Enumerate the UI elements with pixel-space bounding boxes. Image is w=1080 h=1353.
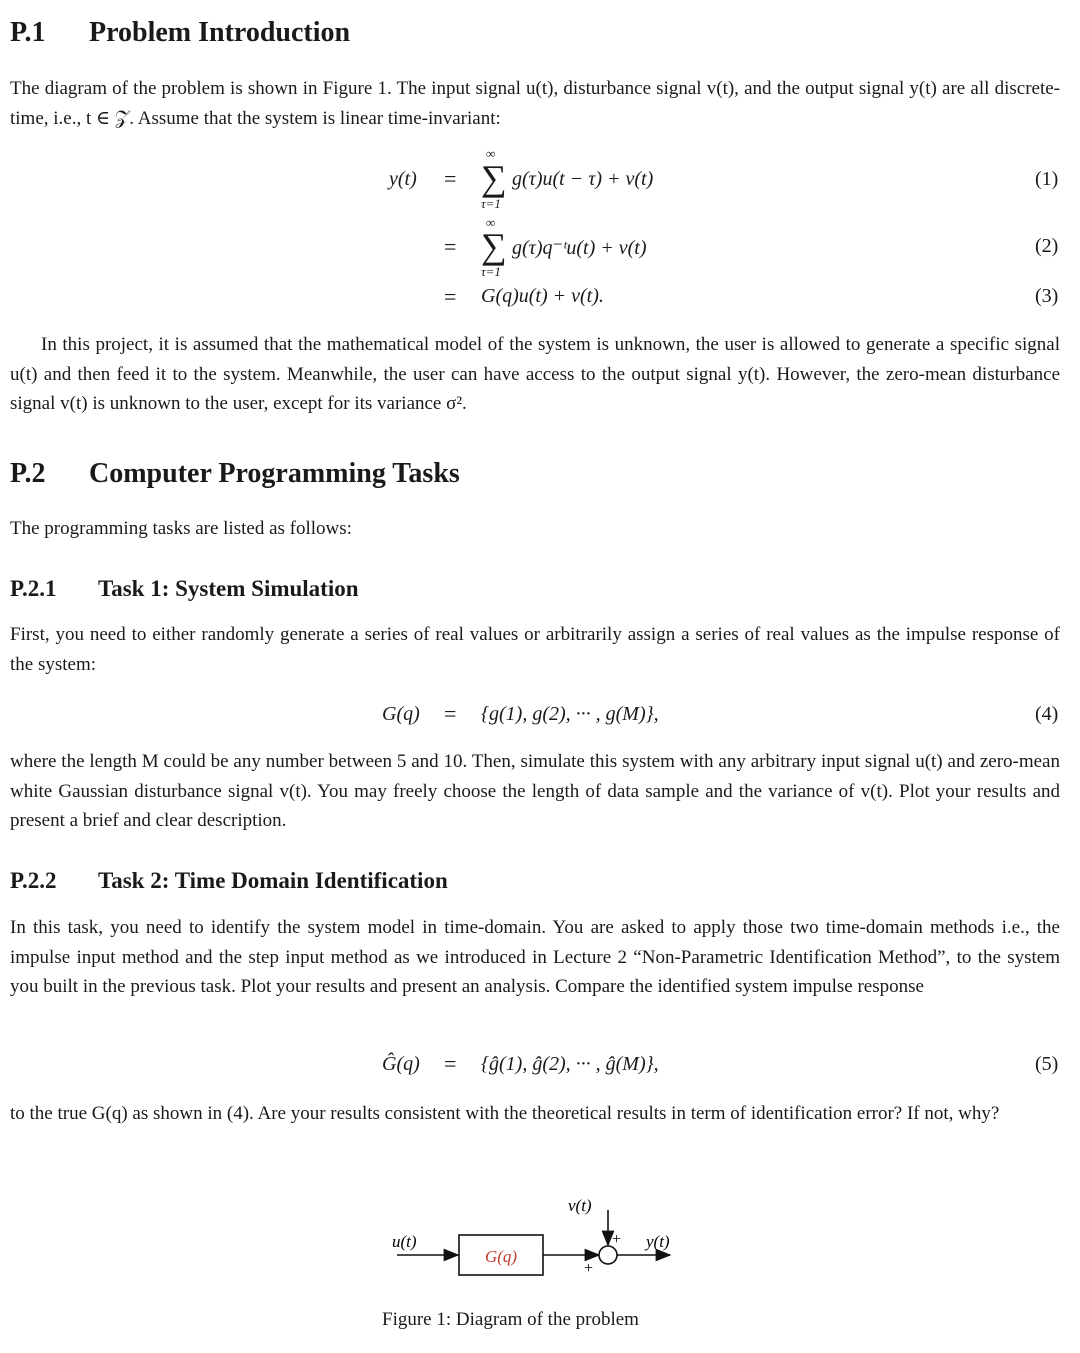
eq4-lhs: G(q) <box>382 703 420 725</box>
eq1-lhs: y(t) <box>389 168 417 190</box>
summing-junction <box>599 1246 617 1264</box>
eq2-number: (2) <box>1035 235 1059 257</box>
eq2-relation: = <box>444 234 457 259</box>
sigma-icon: ∑ <box>481 226 507 266</box>
paragraph-intro: The diagram of the problem is shown in Figure 1. The input signal u(t), disturbance signal v(t), and the output signal y(t) are all discrete-time, i.e., t ∈ 𝒵. Assume that the system is linear time-invariant: <box>10 78 1060 129</box>
subsection-title: Task 2: Time Domain Identification <box>98 868 448 893</box>
paragraph-task1-a: First, you need to either randomly generate a series of real values or arbitrarily assign a series of real values as the impulse response of the system: <box>10 624 1060 675</box>
eq5-rhs: {ĝ(1), ĝ(2), ··· , ĝ(M)}, <box>481 1053 659 1075</box>
subsection-heading-p21 <box>10 576 359 602</box>
eq1-sum-lower: τ=1 <box>481 196 501 211</box>
eq4-rhs: {g(1), g(2), ··· , g(M)}, <box>481 703 659 725</box>
section-number: P.2 <box>10 458 46 489</box>
input-label: u(t) <box>392 1232 417 1251</box>
eq5-lhs: Ĝ(q) <box>382 1053 420 1075</box>
eq2-sum-upper: ∞ <box>486 215 496 230</box>
eq3-rhs: G(q)u(t) + v(t). <box>481 285 604 307</box>
paragraph-task2-b: to the true G(q) as shown in (4). Are your results consistent with the theoretical results in term of identification error? If not, why? <box>10 1103 1000 1124</box>
eq3-relation: = <box>444 284 457 309</box>
eq2-sum-lower: τ=1 <box>481 264 501 279</box>
section-heading-p1 <box>10 17 350 49</box>
eq1-sum-upper: ∞ <box>486 146 496 161</box>
eq5-number: (5) <box>1035 1053 1059 1075</box>
block-diagram <box>380 1190 700 1290</box>
section-title: Problem Introduction <box>89 17 351 48</box>
plus-sign-bottom: + <box>584 1260 594 1277</box>
eq5-relation: = <box>444 1051 457 1076</box>
section-number: P.1 <box>10 17 46 48</box>
eq4-number: (4) <box>1035 703 1059 725</box>
subsection-number: P.2.2 <box>10 868 57 893</box>
paragraph-task1-b: where the length M could be any number between 5 and 10. Then, simulate this system with any arbitrary input signal u(t) and zero-mean white Gaussian disturbance signal v(t). You may freely choose the length of data sample and the variance of v(t). Plot your results and present a brief and clear description. <box>10 751 1060 831</box>
disturbance-label: v(t) <box>568 1196 592 1215</box>
subsection-title: Task 1: System Simulation <box>98 576 359 601</box>
eq1-rhs: g(τ)u(t − τ) + v(t) <box>512 168 654 190</box>
eq1-number: (1) <box>1035 168 1059 190</box>
eq1-relation: = <box>444 166 457 191</box>
subsection-number: P.2.1 <box>10 576 57 601</box>
block-label: G(q) <box>484 1247 518 1266</box>
paragraph-task2-a: In this task, you need to identify the system model in time-domain. You are asked to apply those two time-domain methods i.e., the impulse input method and the step input method as we introduced in Lecture 2 “Non-Parametric Identification Method”, to the system you built in the previous task. Plot your results and present an analysis. Compare the identified system impulse response <box>10 917 1060 997</box>
eq4-relation: = <box>444 701 457 726</box>
output-label: y(t) <box>646 1232 670 1251</box>
plus-sign-top: + <box>612 1231 622 1248</box>
figure-caption: Figure 1: Diagram of the problem <box>382 1309 639 1330</box>
paragraph-tasks-list: The programming tasks are listed as follows: <box>10 518 352 539</box>
subsection-heading-p22 <box>10 868 448 894</box>
paragraph-project: In this project, it is assumed that the mathematical model of the system is unknown, the user is allowed to generate a specific signal u(t) and then feed it to the system. Meanwhile, the user can have access to the output signal y(t). However, the zero-mean disturbance signal v(t) is unknown to the user, except for its variance σ². <box>10 334 1060 414</box>
sigma-icon: ∑ <box>481 158 507 198</box>
section-title: Computer Programming Tasks <box>89 458 460 489</box>
eq3-number: (3) <box>1035 285 1059 307</box>
eq2-rhs: g(τ)q⁻ᵗu(t) + v(t) <box>512 237 647 259</box>
section-heading-p2 <box>10 458 460 490</box>
